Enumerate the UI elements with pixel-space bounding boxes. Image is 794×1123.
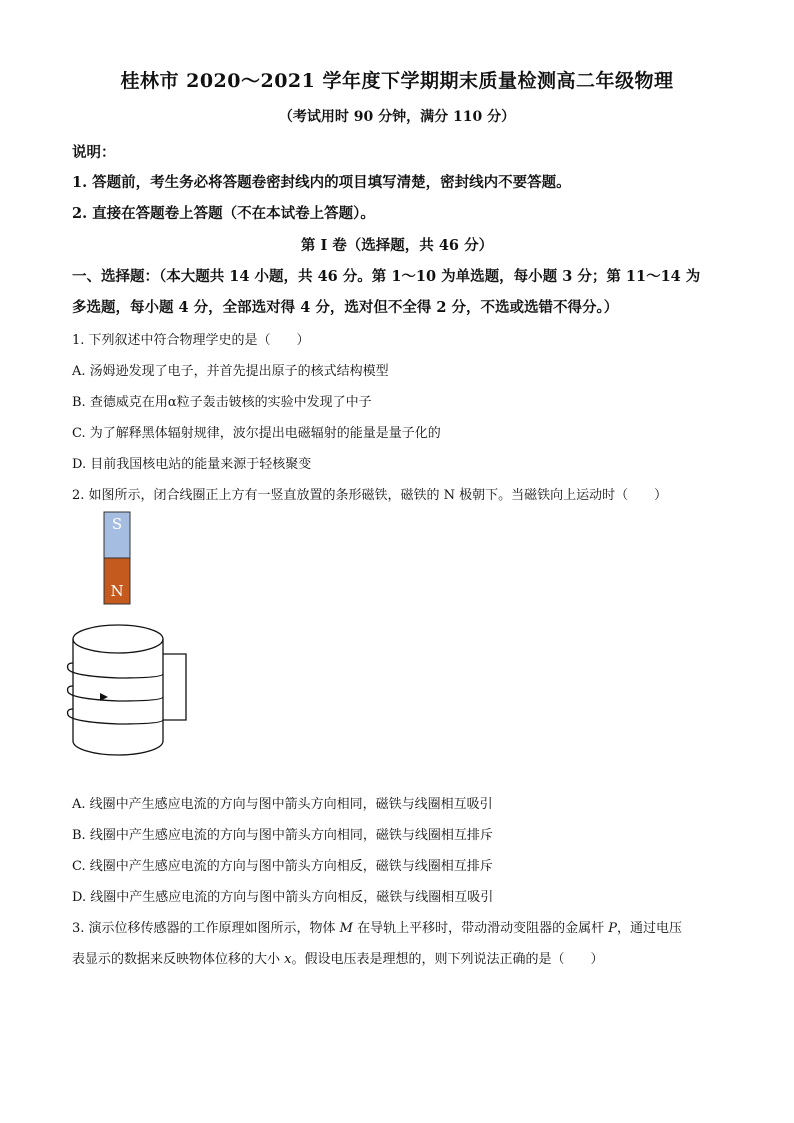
- question-2-option-a: A. 线圈中产生感应电流的方向与图中箭头方向相同，磁铁与线圈相互吸引: [72, 797, 493, 812]
- page-title: 桂林市 2020～2021 学年度下学期期末质量检测高二年级物理: [120, 70, 674, 92]
- question-1-stem: 1. 下列叙述中符合物理学史的是（ ）: [72, 333, 310, 348]
- coil: [68, 625, 186, 755]
- displacement-x-symbol: x: [284, 952, 292, 967]
- instructions-heading: 说明：: [72, 144, 116, 161]
- question-3-stem-line-2: [72, 948, 604, 967]
- question-2-option-b: B. 线圈中产生感应电流的方向与图中箭头方向相同，磁铁与线圈相互排斥: [72, 828, 493, 843]
- question-3-text-b: 在导轨上平移时，带动滑动变阻器的金属杆: [352, 921, 609, 936]
- question-3-text-c: ，通过电压: [617, 921, 683, 936]
- part-description-line-2: 多选题，每小题 4 分，全部选对得 4 分，选对但不全得 2 分，不选或选错不得分。）: [72, 299, 619, 316]
- question-3-text-e: 。假设电压表是理想的，则下列说法正确的是（ ）: [291, 952, 604, 967]
- object-m-symbol: M: [339, 921, 353, 936]
- section-heading: 第 I 卷（选择题，共 46 分）: [300, 237, 494, 254]
- magnet-s-label: S: [111, 515, 123, 533]
- instruction-item-1: 1. 答题前，考生务必将答题卷密封线内的项目填写清楚，密封线内不要答题。: [72, 174, 571, 191]
- magnet-coil-figure: [62, 506, 262, 766]
- part-description-line-1: 一、选择题：（本大题共 14 小题，共 46 分。第 1～10 为单选题，每小题 3 分；第 11～14 为: [72, 268, 701, 285]
- question-1-option-c: C. 为了解释黑体辐射规律，波尔提出电磁辐射的能量是量子化的: [72, 426, 441, 441]
- question-3-stem-line-1: [72, 917, 682, 936]
- page-subtitle: （考试用时 90 分钟，满分 110 分）: [278, 109, 516, 125]
- question-2-option-c: C. 线圈中产生感应电流的方向与图中箭头方向相反，磁铁与线圈相互排斥: [72, 859, 493, 874]
- question-3-text-a: 3. 演示位移传感器的工作原理如图所示，物体: [72, 921, 340, 936]
- question-3-text-d: 表显示的数据来反映物体位移的大小: [72, 952, 285, 967]
- question-1-option-d: D. 目前我国核电站的能量来源于轻核聚变: [72, 457, 312, 472]
- rod-p-symbol: P: [608, 921, 617, 936]
- question-1-option-a: A. 汤姆逊发现了电子，并首先提出原子的核式结构模型: [72, 364, 389, 379]
- instruction-item-2: 2. 直接在答题卷上答题（不在本试卷上答题）。: [72, 205, 375, 222]
- question-2-option-d: D. 线圈中产生感应电流的方向与图中箭头方向相反，磁铁与线圈相互吸引: [72, 890, 494, 905]
- question-2-stem: 2. 如图所示，闭合线圈正上方有一竖直放置的条形磁铁，磁铁的 N 极朝下。当磁铁向上运动时（ ）: [72, 488, 668, 503]
- magnet-n-label: N: [110, 582, 124, 600]
- question-1-option-b: B. 查德威克在用α粒子轰击铍核的实验中发现了中子: [72, 395, 372, 410]
